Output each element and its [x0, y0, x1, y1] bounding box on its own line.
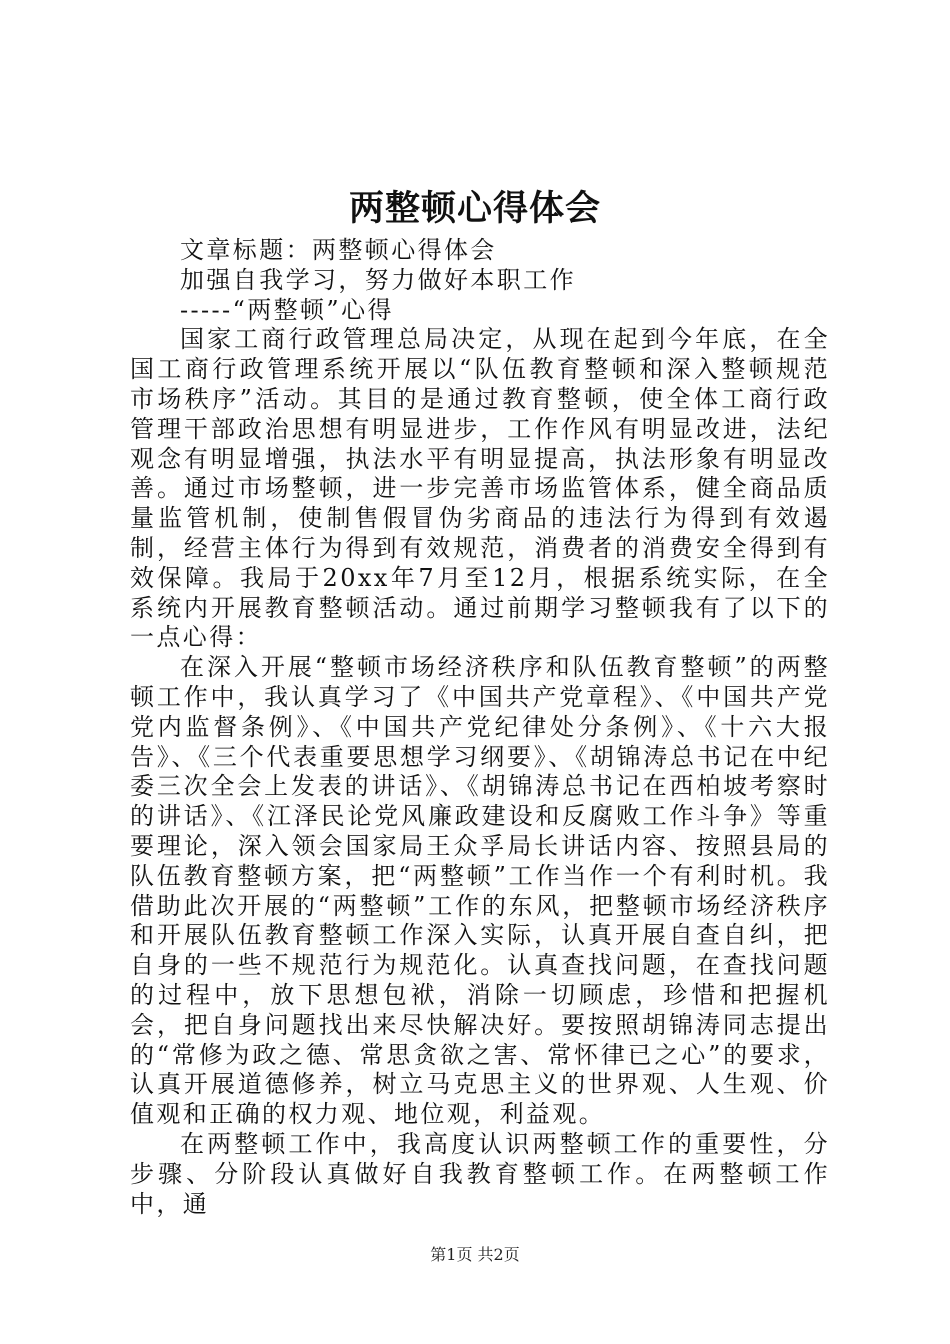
document-title: 两整顿心得体会 [348, 188, 601, 229]
body-paragraph: 在深入开展“整顿市场经济秩序和队伍教育整顿”的两整顿工作中，我认真学习了《中国共产党章程》、《中国共产党党内监督条例》、《中国共产党纪律处分条例》、《十六大报告》、《三个代表重要思想学习纲要》、《胡锦涛总书记在中纪委三次全会上发表的讲话》、《胡锦涛总书记在西柏坡考察时的讲话》、《江泽民论党风廉政建设和反腐败工作斗争》等重要理论，深入领会国家局王众孚局长讲话内容、按照县局的队伍教育整顿方案，把“两整顿”工作当作一个有利时机。我借助此次开展的“两整顿”工作的东风，把整顿市场经济秩序和开展队伍教育整顿工作深入实际，认真开展自查自纠，把自身的一些不规范行为规范化。认真查找问题，在查找问题的过程中，放下思想包袱，消除一切顾虑，珍惜和把握机会，把自身问题找出来尽快解决好。要按照胡锦涛同志提出的“常修为政之德、常思贪欲之害、常怀律已之心”的要求，认真开展道德修养，树立马克思主义的世界观、人生观、价值观和正确的权力观、地位观，利益观。 [130, 653, 830, 1129]
subtitle-suffix-line: -----“两整顿”心得 [180, 295, 394, 324]
document-body [130, 236, 830, 1219]
body-paragraph: 在两整顿工作中，我高度认识两整顿工作的重要性，分步骤、分阶段认真做好自我教育整顿工作。在两整顿工作中，通 [130, 1129, 830, 1218]
subtitle-line: 加强自我学习，努力做好本职工作 [180, 265, 576, 294]
body-paragraph: 国家工商行政管理总局决定，从现在起到今年底，在全国工商行政管理系统开展以“队伍教育整顿和深入整顿规范市场秩序”活动。其目的是通过教育整顿，使全体工商行政管理干部政治思想有明显进步，工作作风有明显改进，法纪观念有明显增强，执法水平有明显提高，执法形象有明显改善。通过市场整顿，进一步完善市场监管体系，健全商品质量监管机制，使制售假冒伪劣商品的违法行为得到有效遏制，经营主体行为得到有效规范，消费者的消费安全得到有效保障。我局于20xx年7月至12月，根据系统实际，在全系统内开展教育整顿活动。通过前期学习整顿我有了以下的一点心得： [130, 325, 830, 652]
page-number-footer: 第1页 共2页 [430, 1245, 520, 1264]
article-title-line: 文章标题：两整顿心得体会 [180, 236, 497, 264]
